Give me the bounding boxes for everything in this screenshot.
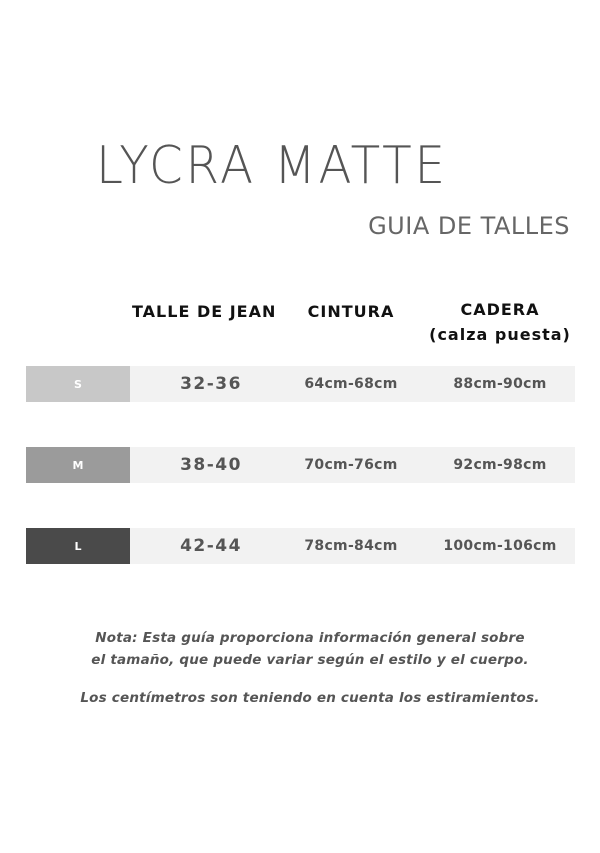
jean-value: 38-40 [180,455,242,475]
note-disclaimer [40,627,580,671]
table-row-s [26,366,575,402]
note-line-3: Los centímetros son teniendo en cuenta los estiramientos. [80,690,540,706]
table-row-l [26,528,575,564]
column-header-cintura: CINTURA [307,302,395,321]
jean-value: 32-36 [180,374,242,394]
size-label-l: L [26,528,130,564]
size-data-s [130,366,575,402]
page-title: LYCRA MATTE [96,136,448,196]
column-header-cadera-label: CADERA [460,300,540,319]
size-data-l [130,528,575,564]
table-row-m [26,447,575,483]
cadera-value: 88cm-90cm [453,376,547,392]
cintura-value: 70cm-76cm [304,457,398,473]
cadera-value: 92cm-98cm [453,457,547,473]
jean-value: 42-44 [180,536,242,556]
column-header-jean: TALLE DE JEAN [132,302,277,321]
size-data-m [130,447,575,483]
page-subtitle: GUIA DE TALLES [368,212,570,240]
column-header-cadera [425,298,575,348]
note-line-2: el tamaño, que puede variar según el estilo y el cuerpo. [91,652,529,668]
column-header-cadera-sublabel: (calza puesta) [429,324,571,344]
size-label-s: S [26,366,130,402]
cadera-value: 100cm-106cm [443,538,557,554]
size-label-m: M [26,447,130,483]
note-stretch [40,687,580,709]
cintura-value: 64cm-68cm [304,376,398,392]
note-line-1: Nota: Esta guía proporciona información general sobre [95,630,525,646]
cintura-value: 78cm-84cm [304,538,398,554]
